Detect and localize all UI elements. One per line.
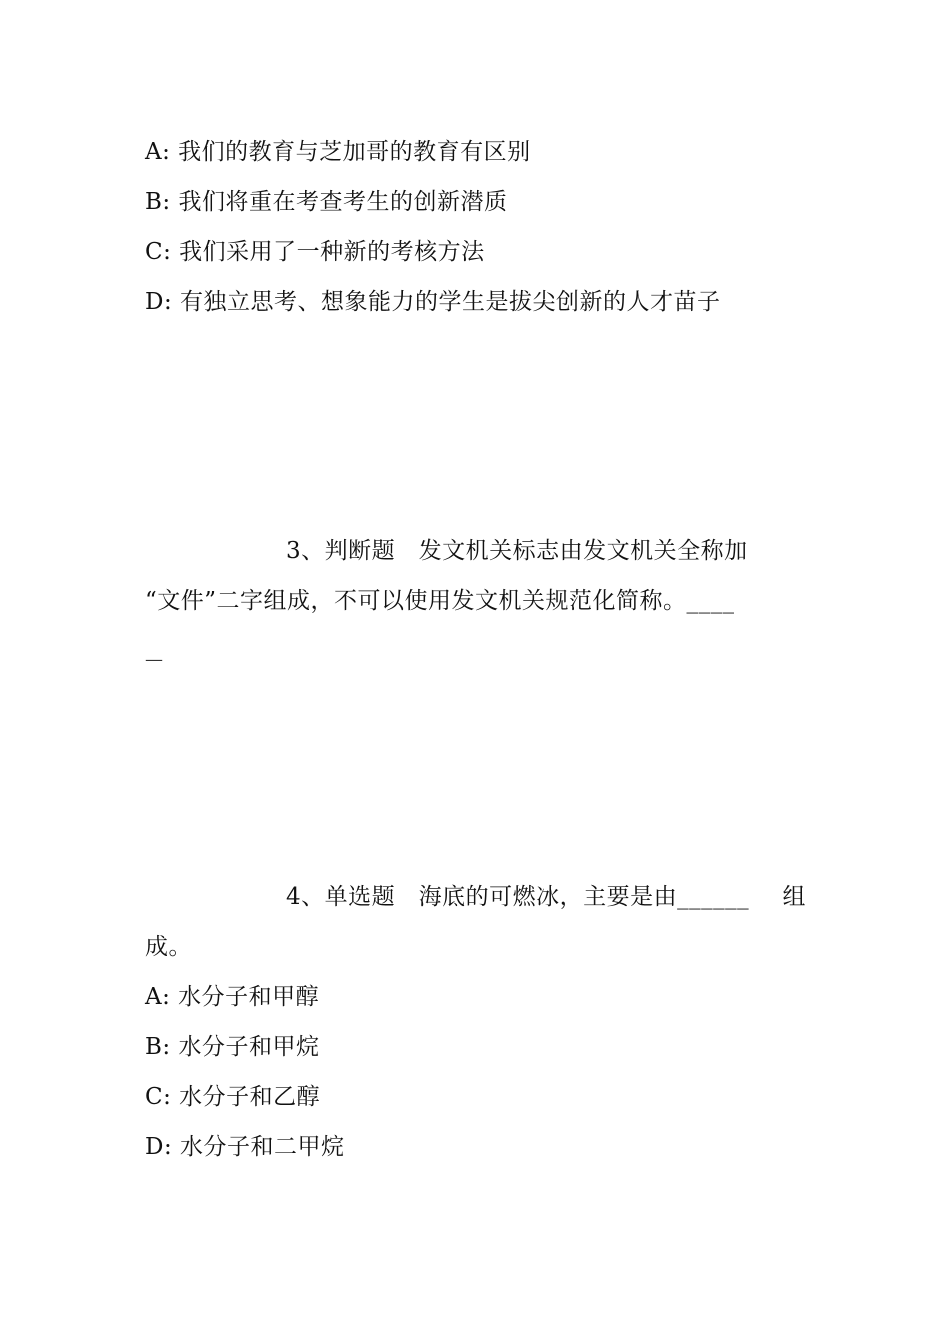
q2-option-a: A: 我们的教育与芝加哥的教育有区别 <box>145 139 531 165</box>
q4-option-c: C: 水分子和乙醇 <box>145 1084 321 1110</box>
q4-stem-end: 组 <box>782 884 806 910</box>
q4-option-a: A: 水分子和甲醇 <box>145 984 320 1010</box>
q3-blank-tail: — <box>145 649 164 670</box>
q4-stem-main: 4、单选题 海底的可燃冰，主要是由______ <box>286 884 750 910</box>
q4-option-b: B: 水分子和甲烷 <box>145 1034 320 1060</box>
q4-option-d: D: 水分子和二甲烷 <box>145 1134 345 1160</box>
q4-stem-line1 <box>286 882 806 912</box>
q2-option-d: D: 有独立思考、想象能力的学生是拔尖创新的人才苗子 <box>145 289 721 315</box>
q2-option-c: C: 我们采用了一种新的考核方法 <box>145 239 485 265</box>
q2-option-b: B: 我们将重在考查考生的创新潜质 <box>145 189 508 215</box>
q3-stem-line2: “文件”二字组成，不可以使用发文机关规范化简称。____ <box>145 588 735 614</box>
q3-stem-line1: 3、判断题 发文机关标志由发文机关全称加 <box>286 538 748 564</box>
q4-stem-line2: 成。 <box>145 934 192 960</box>
